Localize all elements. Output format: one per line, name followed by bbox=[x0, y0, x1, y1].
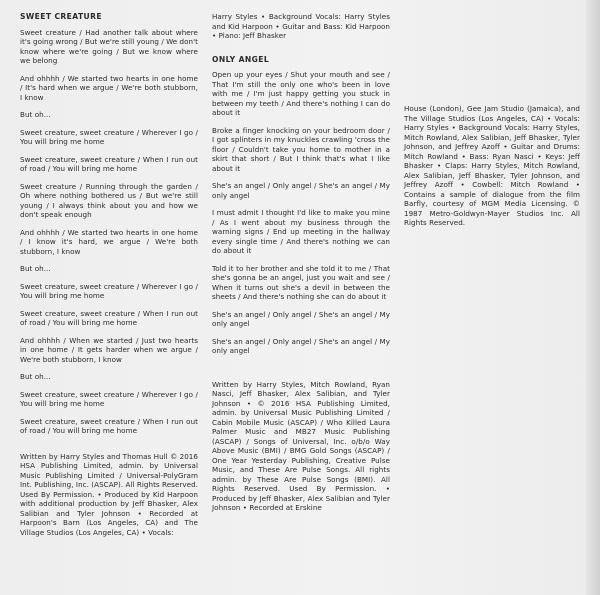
lyric-stanza: Open up your eyes / Shut your mouth and see / That I'm still the only one who's been in love with me / I'm just happy getting you stuck in between my teeth / And there's nothing I can do about it bbox=[212, 70, 390, 117]
credits-only-angel: Written by Harry Styles, Mitch Rowland, Ryan Nasci, Jeff Bhasker, Alex Salibian, and Tyler Johnson • © 2016 HSA Publishing Limited, admin. by Universal Music Publishing Limited / Cabin Mobile Music (ASCAP) / Who Killed Laura Palmer Music and MB27 Music Publishing (ASCAP) / Songs of Universal, Inc. o/b/o Way Above Music (BMI) / BMG Gold Songs (ASCAP) / One Year Yesterday Publishing, Creative Pulse Music, and These Are Pulse Songs. All rights admin. by These Are Pulse Songs (BMI). All Rights Reserved. Used By Permission. • Produced by Jeff Bhasker, Alex Salibian and Tyler Johnson • Recorded at Erskine bbox=[212, 379, 390, 512]
lyric-stanza: Broke a finger knocking on your bedroom door / I got splinters in my knuckles crawling 'cross the floor / Couldn't take you home to mother in a skirt that short / But I think that's what I like about it bbox=[212, 125, 390, 173]
credits-only-angel-continued: House (London), Gee Jam Studio (Jamaica), and The Village Studios (Los Angeles, CA) • Vocals: Harry Styles • Background Vocals: Harry Styles, Mitch Rowland, Alex Salibian, Jeff Bhasker, Tyler Johnson, and Jeffrey Azoff • Guitar and Drums: Mitch Rowland • Bass: Ryan Nasci • Keys: Jeff Bhasker • Claps: Harry Styles, Mitch Rowland, Alex Salibian, Jeff Bhasker, Tyler Johnson, and Jeffrey Azoff • Cowbell: Mitch Rowland • Contains a sample of dialogue from the film Barfly, courtesy of MGM Media Licensing. © 1987 Metro-Goldwyn-Mayer Studios Inc. All Rights Reserved. bbox=[404, 104, 580, 227]
lyrics-sweet-creature bbox=[20, 28, 198, 436]
lyric-stanza: She's an angel / Only angel / She's an angel / My only angel bbox=[212, 181, 390, 200]
column-middle bbox=[212, 12, 390, 520]
lyrics-only-angel bbox=[212, 70, 390, 356]
song-title-only-angel: ONLY ANGEL bbox=[212, 54, 270, 64]
lyric-stanza: She's an angel / Only angel / She's an angel / My only angel bbox=[212, 309, 390, 328]
lyric-stanza: Sweet creature, sweet creature / Wherever I go / You will bring me home bbox=[20, 389, 198, 408]
lyric-stanza: Sweet creature, sweet creature / When I run out of road / You will bring me home bbox=[20, 416, 198, 435]
lyric-stanza: And ohhhh / We started two hearts in one home / I know it's hard, we argue / We're both stubborn, I know bbox=[20, 227, 198, 256]
credits-sweet-creature: Written by Harry Styles and Thomas Hull © 2016 HSA Publishing Limited, admin. by Universal Music Publishing Limited / Universal-PolyGram Int. Publishing, Inc. (ASCAP). All Rights Reserved. Used By Permission. • Produced by Kid Harpoon with additional production by Jeff Bhasker, Alex Salibian and Tyler Johnson • Recorded at Harpoon's Barn (Los Angeles, CA) and The Village Studios (Los Angeles, CA) • Vocals: bbox=[20, 451, 198, 537]
credits-sweet-creature-continued: Harry Styles • Background Vocals: Harry Styles and Kid Harpoon • Guitar and Bass: Kid Harpoon • Piano: Jeff Bhasker bbox=[212, 12, 390, 40]
lyric-stanza: Sweet creature / Had another talk about where it's going wrong / But we're still young / We don't know where we're going / But we know where we belong bbox=[20, 27, 198, 65]
lyric-stanza: Sweet creature, sweet creature / When I run out of road / You will bring me home bbox=[20, 308, 198, 327]
column-left bbox=[20, 12, 198, 544]
lyric-stanza: Sweet creature / Running through the garden / Oh where nothing bothered us / But we're still young / I always think about you and how we don't speak enough bbox=[20, 181, 198, 219]
lyric-stanza: But oh... bbox=[20, 264, 51, 273]
lyric-stanza: Sweet creature, sweet creature / Wherever I go / You will bring me home bbox=[20, 127, 198, 146]
lyric-stanza: Sweet creature, sweet creature / When I run out of road / You will bring me home bbox=[20, 154, 198, 173]
lyric-stanza: But oh... bbox=[20, 110, 51, 119]
lyric-stanza: And ohhhh / We started two hearts in one home / It's hard when we argue / We're both stubborn, I know bbox=[20, 73, 198, 102]
lyric-stanza: She's an angel / Only angel / She's an angel / My only angel bbox=[212, 336, 390, 355]
lyric-stanza: Told it to her brother and she told it to me / That she's gonna be an angel, just you wait and see / When it turns out she's a devil in between the sheets / And there's nothing she can do about it bbox=[212, 263, 390, 301]
lyric-stanza: Sweet creature, sweet creature / Wherever I go / You will bring me home bbox=[20, 281, 198, 300]
lyric-stanza: I must admit I thought I'd like to make you mine / As I went about my business through the warning signs / End up meeting in the hallway every single time / And there's nothing we can do about it bbox=[212, 208, 390, 255]
column-right bbox=[404, 12, 580, 235]
lyric-stanza: But oh... bbox=[20, 372, 51, 381]
song-title-sweet-creature: SWEET CREATURE bbox=[20, 12, 102, 21]
booklet-spine bbox=[586, 0, 600, 595]
lyric-stanza: And ohhhh / When we started / Just two hearts in one home / It gets harder when we argue / We're both stubborn, I know bbox=[20, 335, 198, 364]
